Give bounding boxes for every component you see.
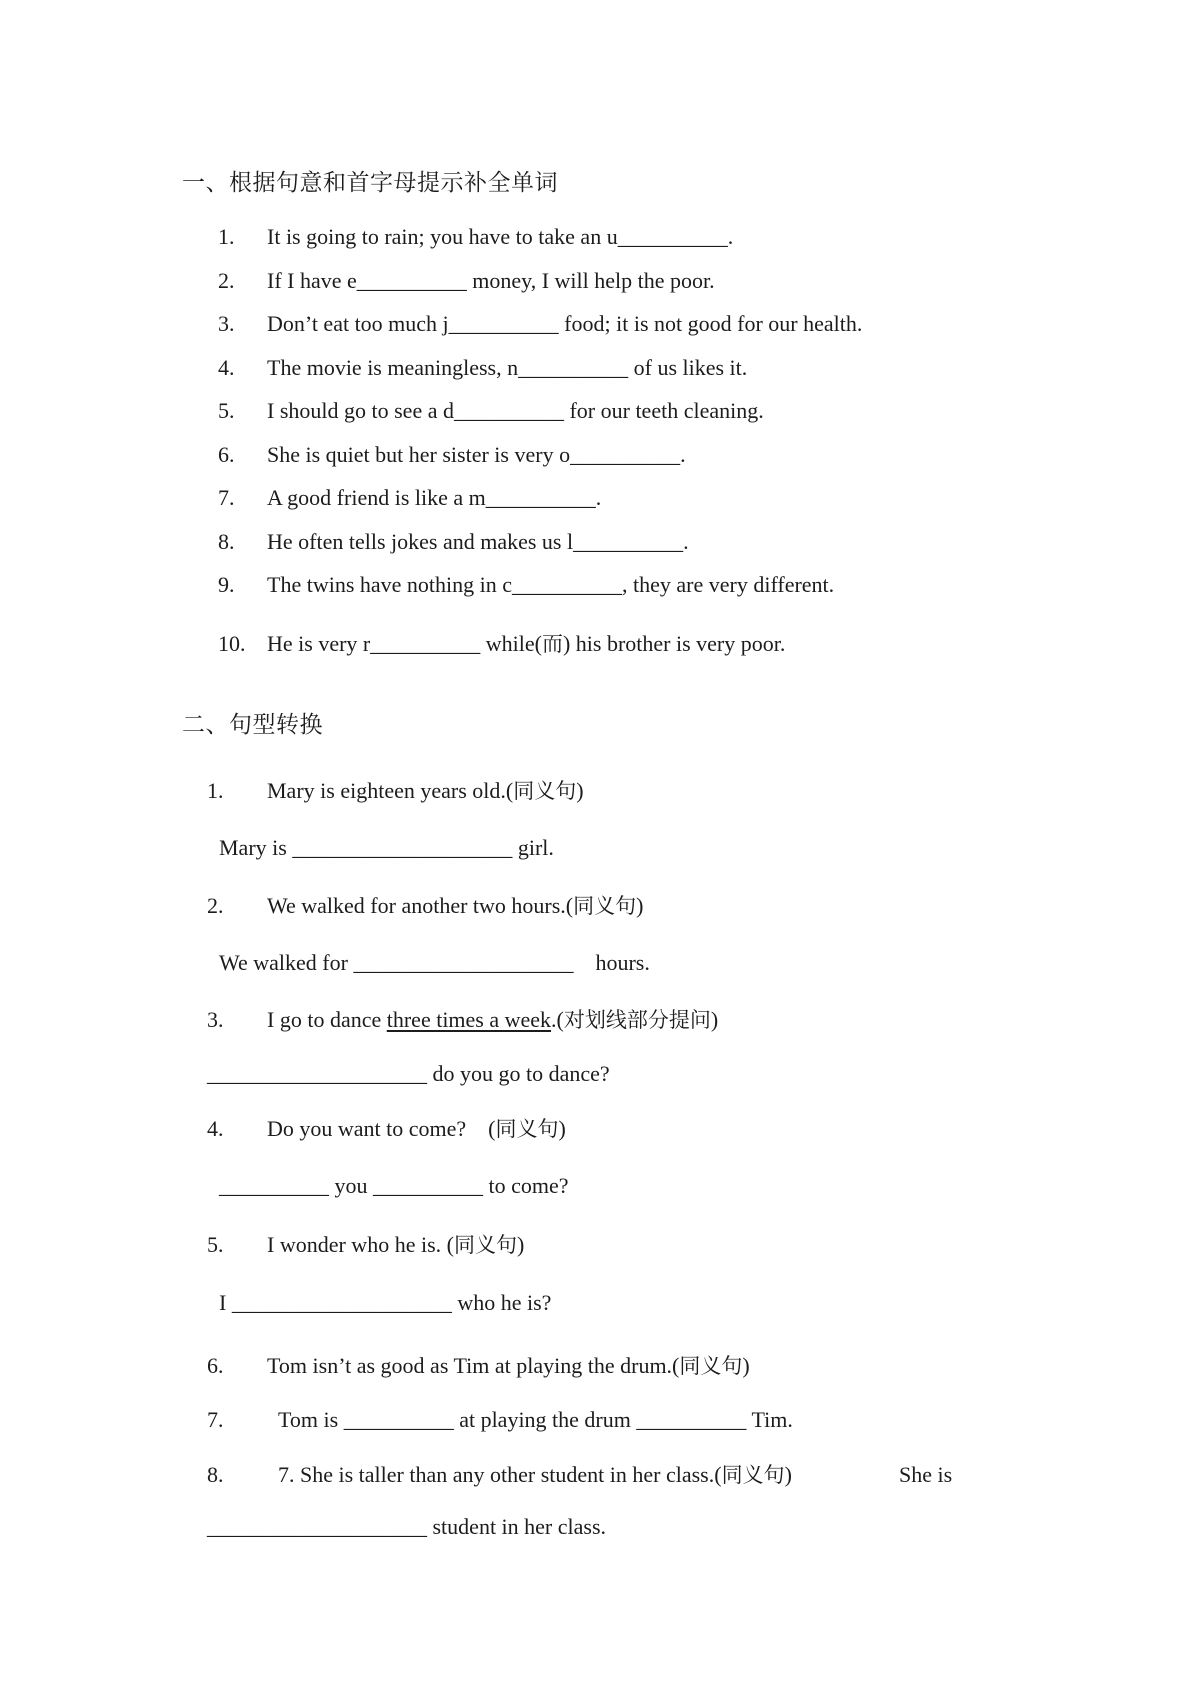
item-text: She is quiet but her sister is very o__________.: [267, 442, 686, 467]
question-tail: She is: [899, 1462, 953, 1487]
question-text: Mary is eighteen years old.(同义句): [267, 778, 584, 803]
item-text: The twins have nothing in c__________, they are very different.: [267, 572, 835, 597]
section1-title: 一、根据句意和首字母提示补全单词: [182, 170, 558, 196]
answer-line: Mary is ____________________ girl.: [219, 835, 554, 860]
item-number: 7.: [218, 485, 235, 510]
item-number: 8.: [218, 529, 235, 554]
item-text-part: ) his brother is very poor.: [562, 631, 786, 656]
answer-line: I ____________________ who he is?: [219, 1290, 552, 1315]
item-number: 1.: [207, 778, 224, 803]
item-number: 2.: [218, 268, 235, 293]
item-number: 3.: [207, 1007, 224, 1032]
item-number: 7.: [207, 1407, 224, 1432]
item-number: 9.: [218, 572, 235, 597]
answer-line: ____________________ student in her class.: [207, 1514, 607, 1539]
question-text: We walked for another two hours.(同义句): [267, 893, 644, 918]
question-text: Do you want to come? (同义句): [267, 1116, 566, 1141]
item-number: 5.: [218, 398, 235, 423]
item-number: 3.: [218, 311, 235, 336]
item-text: If I have e__________ money, I will help the poor.: [267, 268, 715, 293]
item-text: I should go to see a d__________ for our teeth cleaning.: [267, 398, 764, 423]
underlined-phrase: three times a week: [386, 1007, 552, 1032]
item-text: A good friend is like a m__________.: [267, 485, 602, 510]
question-text: Tom is __________ at playing the drum __________ Tim.: [278, 1407, 793, 1432]
item-number: 8.: [207, 1462, 224, 1487]
item-number: 4.: [207, 1116, 224, 1141]
question-text: Tom isn’t as good as Tim at playing the drum.(同义句): [267, 1353, 750, 1378]
answer-line: __________ you __________ to come?: [219, 1173, 569, 1198]
item-text: The movie is meaningless, n__________ of us likes it.: [267, 355, 748, 380]
item-number: 1.: [218, 224, 235, 249]
item-number: 4.: [218, 355, 235, 380]
item-text: Don’t eat too much j__________ food; it is not good for our health.: [267, 311, 863, 336]
answer-line: ____________________ do you go to dance?: [207, 1061, 610, 1086]
item-number: 6.: [218, 442, 235, 467]
item-text-part: He is very r__________ while(: [267, 631, 542, 656]
question-text: I go to dance three times a week.(对划线部分提问): [267, 1007, 719, 1032]
item-number: 5.: [207, 1232, 224, 1257]
answer-line: We walked for ____________________ hours.: [219, 950, 650, 975]
item-number: 2.: [207, 893, 224, 918]
question-text: 7. She is taller than any other student in her class.(同义句): [278, 1462, 792, 1487]
item-number: 10.: [218, 631, 246, 656]
item-text: [267, 633, 785, 655]
item-text: He often tells jokes and makes us l__________.: [267, 529, 689, 554]
chinese-gloss: 而: [541, 632, 563, 656]
item-number: 6.: [207, 1353, 224, 1378]
item-text: It is going to rain; you have to take an u__________.: [267, 224, 734, 249]
question-text: I wonder who he is. (同义句): [267, 1232, 525, 1257]
section2-title: 二、句型转换: [182, 712, 323, 738]
